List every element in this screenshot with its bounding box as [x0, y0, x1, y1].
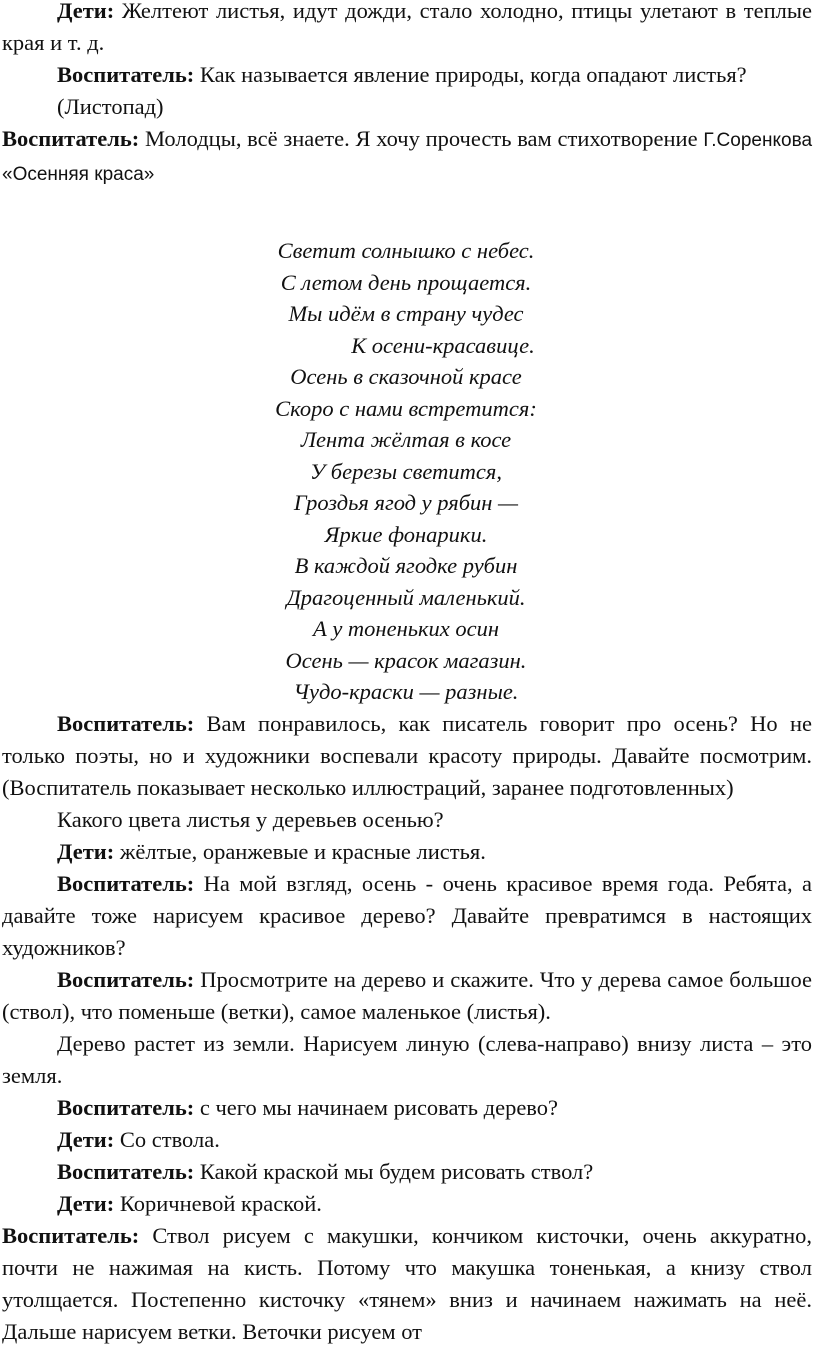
poem-line: Лента жёлтая в косе — [300, 427, 512, 452]
paragraph-text: На мой взгляд, осень - очень красивое время года. Ребята, а давайте тоже нарисуем красивое дерево? Давайте превратимся в настоящих художников? — [2, 870, 812, 960]
poem-block — [0, 235, 816, 708]
paragraph-children-answer-3 — [0, 1124, 816, 1156]
poem-author-title: Г.Соренкова «Осенняя краса» — [2, 130, 813, 185]
poem-line: В каждой ягодке рубин — [294, 553, 518, 578]
speaker-label: Воспитатель: — [57, 870, 195, 896]
speaker-label: Воспитатель: — [2, 1222, 140, 1248]
paragraph-children-answer-1 — [0, 0, 816, 59]
paragraph-text: Ствол рисуем с макушки, кончиком кисточки, очень аккуратно, почти не нажимая на кисть. Потому что макушка тоненькая, а книзу ствол утолщается. Постепенно кисточку «тянем» вниз и начинаем нажимать на неё. Дальше нарисуем ветки. Веточки рисуем от — [2, 1222, 812, 1344]
paragraph-teacher-tree-parts — [0, 964, 816, 1028]
poem-line: А у тоненьких осин — [312, 616, 500, 641]
poem-line: К осени-красавице. — [351, 332, 535, 358]
poem-line: У березы светится, — [310, 458, 502, 484]
paragraph-text: Коричневой краской. — [119, 1190, 322, 1216]
paragraph-text: Желтеют листья, идут дожди, стало холодно, птицы улетают в теплые края и т. д. — [2, 0, 812, 55]
paragraph-text: Просмотрите на дерево и скажите. Что у дерева самое большое (ствол), что поменьше (ветки), самое маленькое (листья). — [2, 966, 812, 1024]
poem-line: Чудо-краски — разные. — [293, 679, 519, 704]
paragraph-teacher-draw-tree — [0, 868, 816, 964]
speaker-label: Дети: — [57, 0, 115, 23]
speaker-label: Дети: — [57, 1126, 115, 1152]
paragraph-children-answer-2 — [0, 836, 816, 868]
speaker-label: Дети: — [57, 1190, 115, 1216]
paragraph-teacher-trunk-instructions — [0, 1220, 816, 1348]
speaker-label: Воспитатель: — [2, 126, 140, 151]
paragraph-teacher-question-1 — [0, 59, 816, 91]
paragraph-children-answer-4 — [0, 1188, 816, 1220]
paragraph-text: Какого цвета листья у деревьев осенью? — [57, 806, 444, 832]
speaker-label: Воспитатель: — [57, 710, 195, 736]
poem-line: Осень в сказочной красе — [290, 364, 522, 389]
poem-line: Светит солнышко с небес. — [277, 238, 535, 263]
speaker-label: Воспитатель: — [57, 966, 195, 992]
paragraph-teacher-poem-intro — [0, 123, 816, 191]
speaker-label: Воспитатель: — [57, 1094, 195, 1120]
paragraph-text: Как называется явление природы, когда опадают листья? — [199, 62, 747, 87]
poem-line: Гроздья ягод у рябин — — [293, 490, 519, 515]
paragraph-text: Дерево растет из земли. Нарисуем линую (слева-направо) внизу листа – это земля. — [2, 1030, 812, 1088]
paragraph-text: с чего мы начинаем рисовать дерево? — [199, 1094, 559, 1120]
paragraph-text: Вам понравилось, как писатель говорит про осень? Но не только поэты, но и художники воспевали красоту природы. Давайте посмотрим. (Воспитатель показывает несколько иллюстраций, заранее подготовленных) — [2, 710, 812, 800]
paragraph-text: Какой краской мы будем рисовать ствол? — [199, 1158, 594, 1184]
paragraph-answer-leaf-fall — [0, 91, 816, 123]
speaker-label: Дети: — [57, 838, 115, 864]
paragraph-text: Со ствола. — [119, 1126, 220, 1152]
paragraph-text: жёлтые, оранжевые и красные листья. — [119, 838, 486, 864]
paragraph-teacher-illustrations — [0, 708, 816, 804]
paragraph-teacher-question-color — [0, 1156, 816, 1188]
poem-line: Драгоценный маленький. — [286, 584, 526, 610]
poem-line: С летом день прощается. — [280, 269, 532, 295]
paragraph-teacher-question-start — [0, 1092, 816, 1124]
poem-line: Яркие фонарики. — [324, 521, 488, 547]
poem-line: Осень — красок магазин. — [285, 647, 527, 673]
speaker-label: Воспитатель: — [57, 62, 195, 87]
paragraph-leaf-color-question — [0, 804, 816, 836]
paragraph-text: Молодцы, всё знаете. Я хочу прочесть вам стихотворение — [144, 126, 704, 151]
paragraph-ground-line — [0, 1028, 816, 1092]
paragraph-text: (Листопад) — [57, 94, 164, 119]
poem-line: Мы идём в страну чудес — [288, 301, 524, 326]
speaker-label: Воспитатель: — [57, 1158, 195, 1184]
poem-line: Скоро с нами встретится: — [275, 395, 537, 421]
